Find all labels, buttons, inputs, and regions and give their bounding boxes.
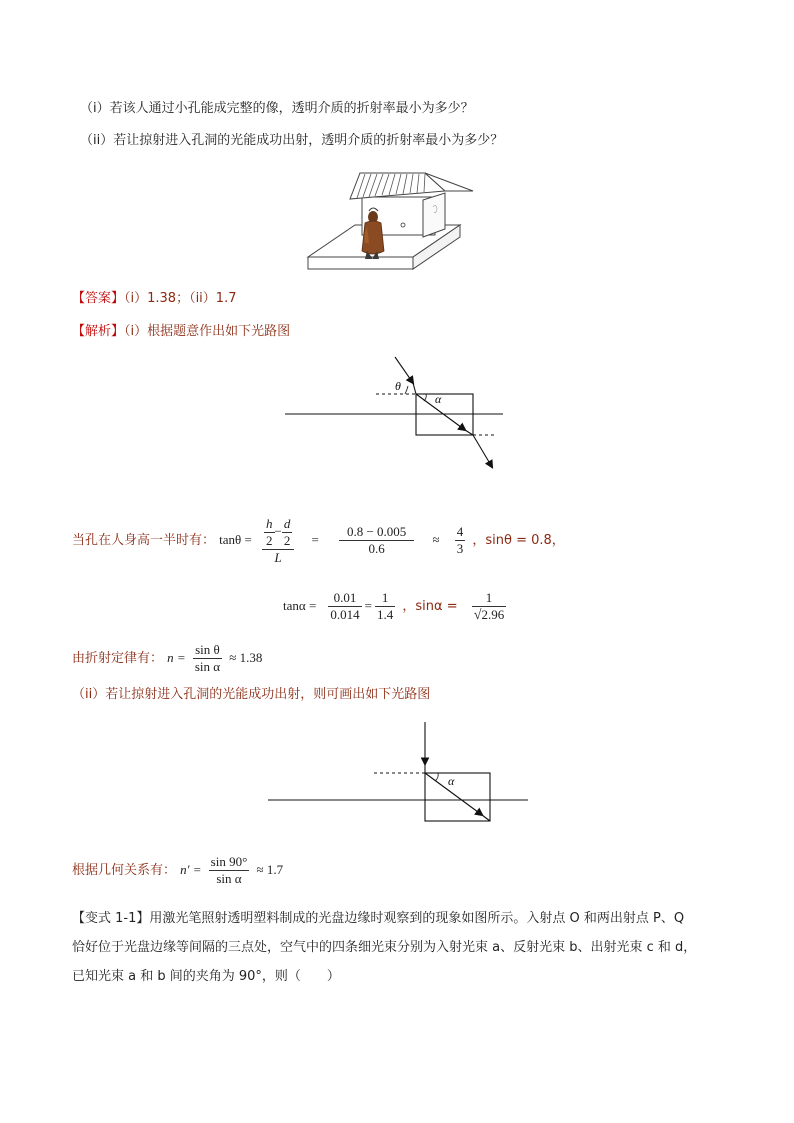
tan-alpha-equation: tanα = $\frac{0.01}{0.014}$ = $\frac{1}{1.4}$ ，sinα = $\frac{1}{√2.96}$ <box>283 589 505 623</box>
question-i: （i）若该人通过小孔能成完整的像，透明介质的折射率最小为多少？ <box>80 101 474 116</box>
alpha-label-2: α <box>448 774 455 788</box>
sin-theta-value: ，sinθ = 0.8， <box>472 533 565 548</box>
variant-line-1: 【变式 1-1】用激光笔照射透明塑料制成的光盘边缘时观察到的现象如图所示。入射点 O 和两出射点 P、Q <box>72 911 685 926</box>
big-fraction: $\frac{h}{2}$ − $\frac{d}{2}$ L <box>262 516 294 566</box>
tan-theta-equation: 当孔在人身高一半时有： tanθ = $\frac{h}{2}$ − $\frac{d}{2}$ L = $\frac{0.8 - 0.005}{0.6}$ ≈ $\frac{4}{3}$ ，sinθ = 0.8， <box>72 515 565 565</box>
fraction-numeric-1: $\frac{0.8 - 0.005}{0.6}$ <box>339 524 414 557</box>
light-path-diagram-1 <box>285 355 515 480</box>
variant-line-3: 已知光束 a 和 b 间的夹角为 90°，则（ ） <box>72 969 340 984</box>
fraction-4-3: $\frac{4}{3}$ <box>456 524 464 556</box>
analysis-intro: （i）根据题意作出如下光路图 <box>124 324 291 339</box>
answer-text: （i）1.38；（ii）1.7 <box>124 291 237 306</box>
tan-theta-label: tanθ = <box>219 532 252 547</box>
analysis-tag: 【解析】 <box>72 324 125 339</box>
pavilion-illustration <box>305 165 465 275</box>
half-height-label: 当孔在人身高一半时有： <box>72 533 216 548</box>
geometry-equation: 根据几何关系有： n′ = $\frac{\sin 90^\circ}{\text{sin α}}$ ≈ 1.7 <box>72 854 284 886</box>
theta-label: θ <box>395 379 401 393</box>
light-path-diagram-2 <box>268 720 530 830</box>
alpha-label: α <box>435 392 442 406</box>
part-ii-intro: （ii）若让掠射进入孔洞的光能成功出射，则可画出如下光路图 <box>72 687 431 702</box>
snell-equation: 由折射定律有： n = $\frac{\text{sin θ}}{\text{sin α}}$ ≈ 1.38 <box>72 642 263 674</box>
answer-line <box>72 290 236 308</box>
analysis-line <box>72 323 290 341</box>
question-ii: （ii）若让掠射进入孔洞的光能成功出射，透明介质的折射率最小为多少？ <box>80 133 504 148</box>
answer-tag: 【答案】 <box>72 291 125 306</box>
variant-tag: 【变式 1-1】 <box>72 911 150 926</box>
variant-line-2: 恰好位于光盘边缘等间隔的三点处，空气中的四条细光束分别为入射光束 a、反射光束 b、出射光束 c 和 d， <box>72 940 697 955</box>
